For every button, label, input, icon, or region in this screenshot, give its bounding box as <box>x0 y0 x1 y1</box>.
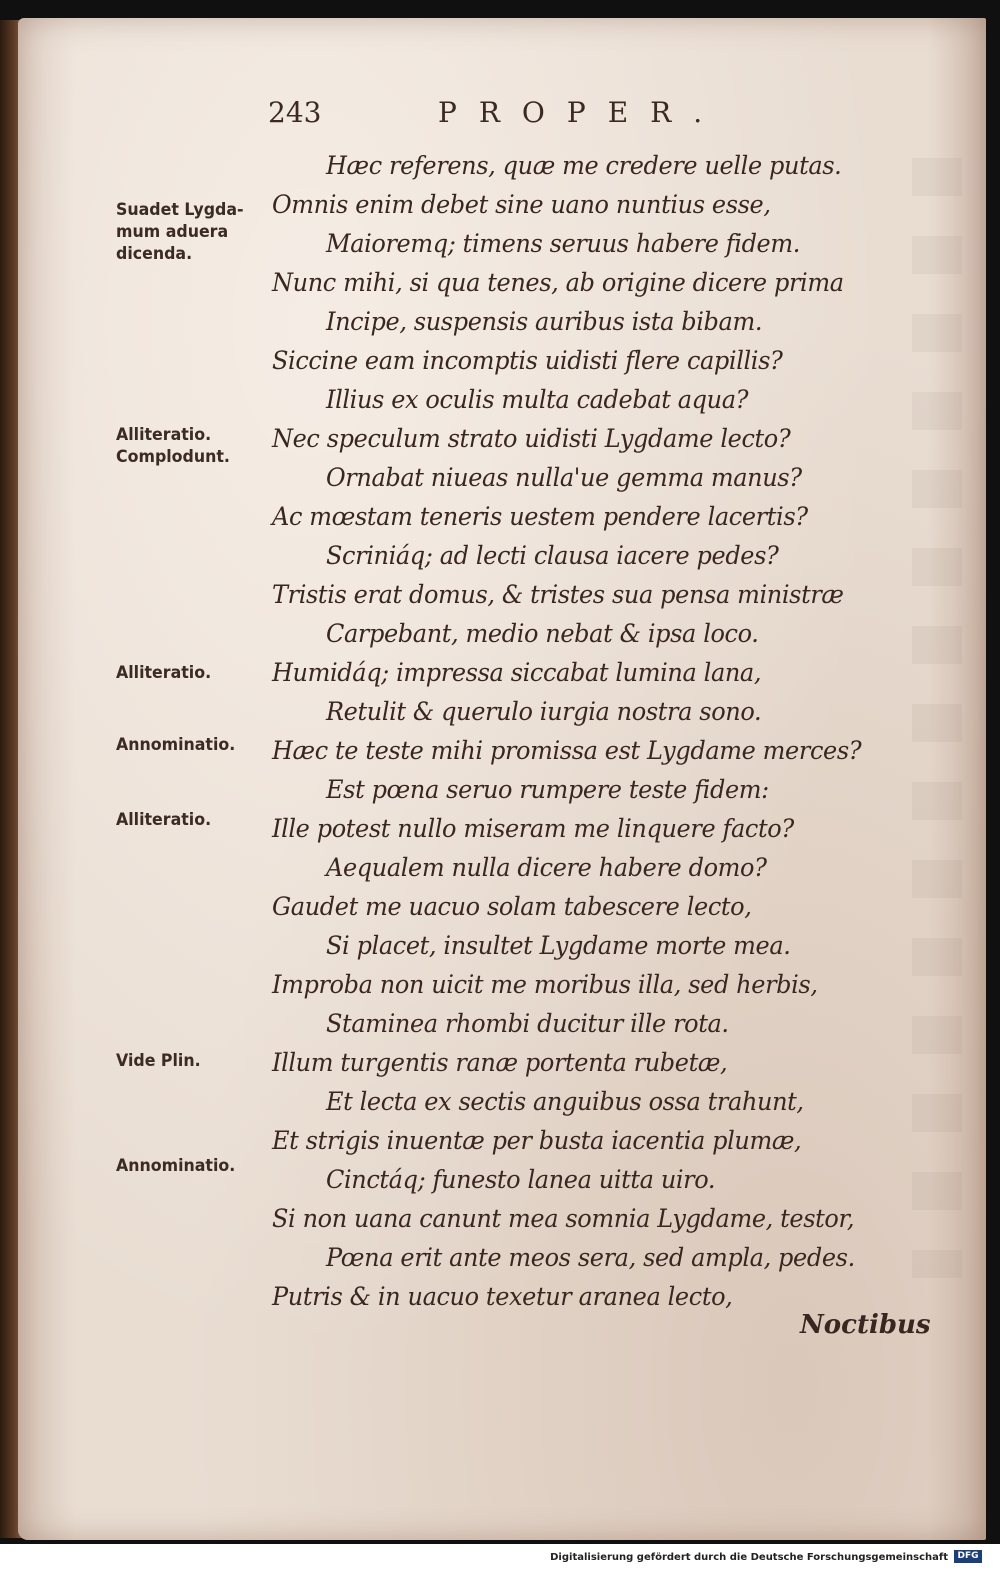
verse-line: Humidáq; impressa siccabat lumina lana, <box>272 658 762 687</box>
verse-line: Nec speculum strato uidisti Lygdame lecto? <box>272 424 791 453</box>
verse-line: Ac mœstam teneris uestem pendere lacertis? <box>272 502 808 531</box>
verse-line: Gaudet me uacuo solam tabescere lecto, <box>272 892 752 921</box>
verse-line: Est pœna seruo rumpere teste fidem: <box>326 775 769 804</box>
verse-line: Illum turgentis ranæ portenta rubetæ, <box>272 1048 728 1077</box>
margin-note: Annominatio. <box>116 1156 236 1176</box>
verse-line: Nunc mihi, si qua tenes, ab origine dicere prima <box>272 268 844 297</box>
verse-line: Improba non uicit me moribus illa, sed herbis, <box>272 970 818 999</box>
margin-note: Alliteratio. <box>116 810 212 830</box>
digitization-footer <box>0 1544 1000 1590</box>
verse-line: Scriniáq; ad lecti clausa iacere pedes? <box>326 541 779 570</box>
verse-line: Cinctáq; funesto lanea uitta uiro. <box>326 1165 716 1194</box>
verse-line: Putris & in uacuo texetur aranea lecto, <box>272 1282 733 1311</box>
margin-note: Alliteratio. Complodunt. <box>116 425 230 467</box>
verse-line: Et strigis inuentæ per busta iacentia plumæ, <box>272 1126 802 1155</box>
margin-note: Vide Plin. <box>116 1051 201 1071</box>
verse-line: Retulit & querulo iurgia nostra sono. <box>326 697 762 726</box>
running-title: PROPER. <box>438 96 725 129</box>
verse-line: Hæc referens, quæ me credere uelle putas. <box>326 151 842 180</box>
verse-line: Hæc te teste mihi promissa est Lygdame merces? <box>272 736 862 765</box>
catchword: Noctibus <box>800 1310 931 1340</box>
margin-note: Suadet Lygda- mum aduera dicenda. <box>116 200 244 264</box>
verse-line: Et lecta ex sectis anguibus ossa trahunt, <box>326 1087 804 1116</box>
dfg-logo: DFG <box>954 1550 982 1563</box>
margin-note: Annominatio. <box>116 735 236 755</box>
verse-line: Staminea rhombi ducitur ille rota. <box>326 1009 729 1038</box>
verse-line: Omnis enim debet sine uano nuntius esse, <box>272 190 771 219</box>
verse-line: Pœna erit ante meos sera, sed ampla, pedes. <box>326 1243 855 1272</box>
verse-line: Ille potest nullo miseram me linquere facto? <box>272 814 794 843</box>
verse-line: Illius ex oculis multa cadebat aqua? <box>326 385 749 414</box>
verse-line: Ornabat niueas nulla'ue gemma manus? <box>326 463 802 492</box>
verse-line: Maioremq; timens seruus habere fidem. <box>326 229 800 258</box>
funding-credit: Digitalisierung gefördert durch die Deutsche Forschungsgemeinschaft <box>550 1552 948 1563</box>
show-through-bleed <box>912 158 962 1278</box>
verse-line: Si non uana canunt mea somnia Lygdame, testor, <box>272 1204 855 1233</box>
verse-line: Si placet, insultet Lygdame morte mea. <box>326 931 791 960</box>
margin-note: Alliteratio. <box>116 663 212 683</box>
verse-line: Siccine eam incomptis uidisti flere capillis? <box>272 346 783 375</box>
verse-line: Aequalem nulla dicere habere domo? <box>326 853 767 882</box>
verse-line: Incipe, suspensis auribus ista bibam. <box>326 307 763 336</box>
page-number: 243 <box>268 96 322 129</box>
verse-line: Carpebant, medio nebat & ipsa loco. <box>326 619 759 648</box>
verse-line: Tristis erat domus, & tristes sua pensa ministræ <box>272 580 844 609</box>
